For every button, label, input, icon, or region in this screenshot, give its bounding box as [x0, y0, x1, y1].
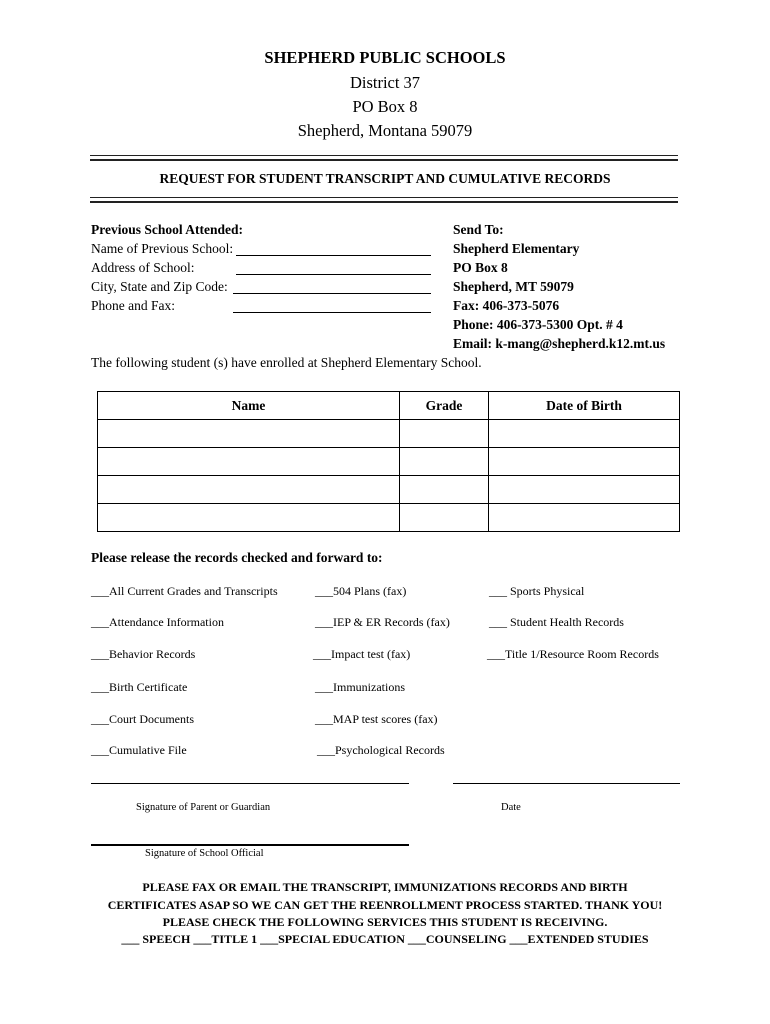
dob-cell[interactable]: [489, 504, 680, 532]
table-row: [98, 420, 680, 448]
record-option[interactable]: ___MAP test scores (fax): [315, 712, 438, 726]
date-label: Date: [501, 802, 521, 813]
grade-cell[interactable]: [400, 476, 489, 504]
previous-phone-field[interactable]: [233, 312, 431, 313]
name-cell[interactable]: [98, 476, 400, 504]
enrolled-text: The following student (s) have enrolled at Shepherd Elementary School.: [91, 355, 482, 370]
footer-line-3: PLEASE CHECK THE FOLLOWING SERVICES THIS STUDENT IS RECEIVING.: [162, 915, 608, 929]
record-option[interactable]: ___IEP & ER Records (fax): [315, 615, 450, 629]
send-to-fax: Fax: 406-373-5076: [453, 298, 560, 313]
city-state: Shepherd, Montana 59079: [297, 121, 473, 140]
divider-bottom: [90, 197, 678, 203]
record-option[interactable]: ___504 Plans (fax): [315, 584, 407, 598]
divider-top: [90, 155, 678, 161]
parent-signature-label: Signature of Parent or Guardian: [136, 802, 271, 813]
record-option[interactable]: ___Immunizations: [315, 680, 405, 694]
previous-phone-label: Phone and Fax:: [91, 298, 175, 313]
record-option[interactable]: ___Impact test (fax): [313, 647, 411, 661]
footer-line-1: PLEASE FAX OR EMAIL THE TRANSCRIPT, IMMUNIZATIONS RECORDS AND BIRTH: [142, 880, 628, 894]
name-cell[interactable]: [98, 504, 400, 532]
record-option[interactable]: ___Court Documents: [91, 712, 194, 726]
record-option[interactable]: ___ Sports Physical: [489, 584, 585, 598]
date-line[interactable]: [453, 783, 680, 784]
footer-line-2: CERTIFICATES ASAP SO WE CAN GET THE REENROLLMENT PROCESS STARTED. THANK YOU!: [107, 898, 663, 912]
previous-address-label: Address of School:: [91, 260, 195, 275]
grade-cell[interactable]: [400, 504, 489, 532]
school-name: SHEPHERD PUBLIC SCHOOLS: [264, 48, 506, 67]
record-option[interactable]: ___ Student Health Records: [489, 615, 624, 629]
release-heading: Please release the records checked and forward to:: [91, 550, 383, 565]
send-to-city: Shepherd, MT 59079: [453, 279, 574, 294]
name-cell[interactable]: [98, 420, 400, 448]
grade-cell[interactable]: [400, 420, 489, 448]
parent-signature-line[interactable]: [91, 783, 409, 784]
col-name-header: Name: [98, 392, 400, 420]
district: District 37: [349, 73, 421, 92]
student-table: [97, 391, 680, 532]
previous-name-field[interactable]: [236, 255, 431, 256]
dob-cell[interactable]: [489, 448, 680, 476]
record-option[interactable]: ___Psychological Records: [317, 743, 445, 757]
dob-cell[interactable]: [489, 476, 680, 504]
record-option[interactable]: ___Attendance Information: [91, 615, 224, 629]
record-option[interactable]: ___All Current Grades and Transcripts: [91, 584, 278, 598]
send-to-email: Email: k-mang@shepherd.k12.mt.us: [453, 336, 666, 351]
official-signature-line[interactable]: [91, 844, 409, 846]
previous-city-label: City, State and Zip Code:: [91, 279, 228, 294]
record-option[interactable]: ___Birth Certificate: [91, 680, 188, 694]
record-option[interactable]: ___Title 1/Resource Room Records: [487, 647, 659, 661]
previous-address-field[interactable]: [236, 274, 431, 275]
send-to-phone: Phone: 406-373-5300 Opt. # 4: [453, 317, 623, 332]
send-to-heading: Send To:: [453, 222, 504, 237]
official-signature-label: Signature of School Official: [145, 848, 264, 859]
footer-services-line[interactable]: ___ SPEECH ___TITLE 1 ___SPECIAL EDUCATION ___COUNSELING ___EXTENDED STUDIES: [121, 932, 649, 946]
col-grade-header: Grade: [400, 392, 489, 420]
table-row: [98, 448, 680, 476]
previous-city-field[interactable]: [233, 293, 431, 294]
send-to-box: PO Box 8: [453, 260, 508, 275]
dob-cell[interactable]: [489, 420, 680, 448]
record-option[interactable]: ___Behavior Records: [91, 647, 196, 661]
previous-name-label: Name of Previous School:: [91, 241, 234, 256]
table-row: [98, 476, 680, 504]
grade-cell[interactable]: [400, 448, 489, 476]
send-to-name: Shepherd Elementary: [453, 241, 580, 256]
record-option[interactable]: ___Cumulative File: [91, 743, 187, 757]
table-row: [98, 504, 680, 532]
form-title: REQUEST FOR STUDENT TRANSCRIPT AND CUMULATIVE RECORDS: [159, 171, 611, 186]
po-box: PO Box 8: [352, 97, 418, 116]
name-cell[interactable]: [98, 448, 400, 476]
previous-heading: Previous School Attended:: [91, 222, 244, 237]
col-dob-header: Date of Birth: [489, 392, 680, 420]
